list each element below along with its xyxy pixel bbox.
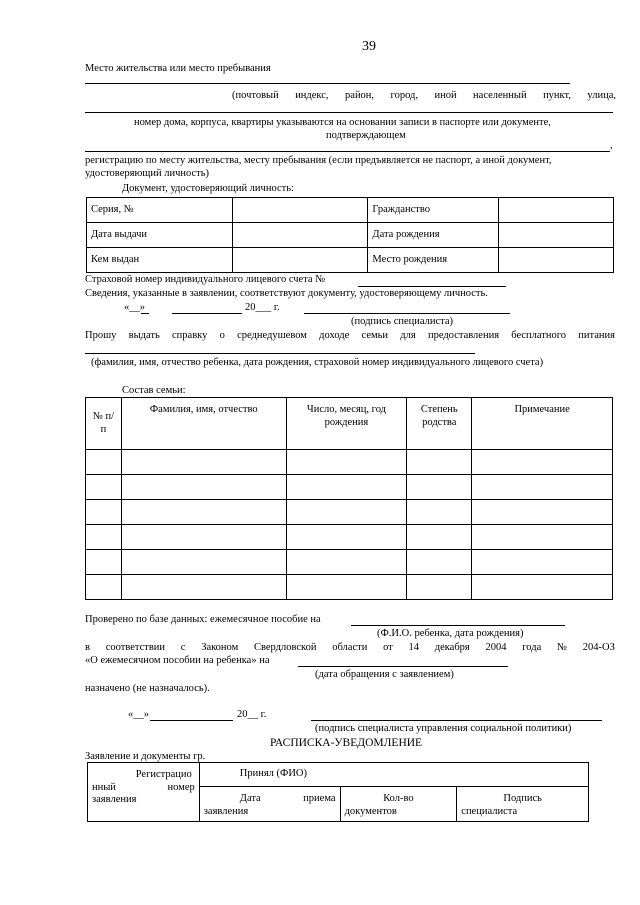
family-cell[interactable] <box>121 550 286 575</box>
family-header-cell: № п/п <box>86 398 122 450</box>
id-value-right[interactable] <box>499 248 614 273</box>
law-date-line[interactable] <box>298 666 508 667</box>
verification-hint: (Ф.И.О. ребенка, дата рождения) <box>377 628 524 639</box>
family-cell[interactable] <box>121 525 286 550</box>
id-label-left: Кем выдан <box>87 248 233 273</box>
date-open-2: «__» <box>128 709 149 720</box>
date-received-cell <box>199 787 340 822</box>
address-hint-word-8: улица, <box>587 90 616 101</box>
family-cell[interactable] <box>472 575 613 600</box>
residence-line-2 <box>85 112 613 113</box>
receipt-table <box>87 762 589 822</box>
date-month-line-1[interactable] <box>172 313 242 314</box>
request-word-7: семьи <box>361 330 389 341</box>
date-year-1: 20___ г. <box>245 302 280 313</box>
date-received-line2: заявления <box>203 805 249 817</box>
family-cell[interactable] <box>472 550 613 575</box>
family-cell[interactable] <box>472 450 613 475</box>
id-doc-title: Документ, удостоверяющий личность: <box>122 183 294 194</box>
id-match-text: Сведения, указанные в заявлении, соответствуют документу, удостоверяющему личность. <box>85 288 488 299</box>
id-label-right: Дата рождения <box>368 223 499 248</box>
receipt-docs-label: Заявление и документы гр. <box>85 751 206 762</box>
id-row <box>87 198 614 223</box>
doc-count-line2: документов <box>344 805 397 817</box>
request-line[interactable] <box>85 353 475 354</box>
family-cell[interactable] <box>86 500 122 525</box>
address-hint <box>232 90 616 103</box>
family-header-row <box>86 398 613 450</box>
family-row <box>86 500 613 525</box>
family-cell[interactable] <box>286 550 407 575</box>
registration-text-2: удостоверяющий личность) <box>85 168 210 179</box>
family-cell[interactable] <box>407 525 472 550</box>
family-header-cell: Примечание <box>472 398 613 450</box>
signature-line-1[interactable] <box>304 313 510 314</box>
request-word-4: о <box>219 330 225 341</box>
address-hint-word-3: район, <box>345 90 375 101</box>
law-title: «О ежемесячном пособии на ребенка» на <box>85 655 270 666</box>
request-word-2: выдать <box>128 330 160 341</box>
snils-label: Страховой номер индивидуального лицевого счета № <box>85 274 326 285</box>
specialist-sign-cell <box>457 787 589 822</box>
receipt-title: РАСПИСКА-УВЕДОМЛЕНИЕ <box>270 737 423 749</box>
family-cell[interactable] <box>407 550 472 575</box>
family-cell[interactable] <box>407 475 472 500</box>
request-word-11: питания <box>578 330 615 341</box>
family-cell[interactable] <box>286 450 407 475</box>
family-row <box>86 450 613 475</box>
family-cell[interactable] <box>472 475 613 500</box>
law-word-13: 204-ОЗ <box>582 642 615 653</box>
family-title: Состав семьи: <box>122 385 186 396</box>
residence-line-1 <box>85 83 570 84</box>
family-row <box>86 475 613 500</box>
family-cell[interactable] <box>86 550 122 575</box>
family-header-cell: Фамилия, имя, отчество <box>121 398 286 450</box>
date-year-2: 20__ г. <box>237 709 267 720</box>
law-word-8: 14 <box>408 642 419 653</box>
family-cell[interactable] <box>121 475 286 500</box>
law-word-12: № <box>556 642 567 653</box>
address-hint-word-7: пункт, <box>543 90 571 101</box>
signature-hint-2: (подпись специалиста управления социальной политики) <box>315 723 572 734</box>
date-word-2: приема <box>303 793 336 804</box>
family-cell[interactable] <box>286 575 407 600</box>
request-word-9: предоставления <box>427 330 500 341</box>
comma-mark: , <box>610 140 613 151</box>
family-header-cell: Степень родства <box>407 398 472 450</box>
family-cell[interactable] <box>286 500 407 525</box>
id-value-right[interactable] <box>499 223 614 248</box>
law-word-4: Законом <box>201 642 239 653</box>
family-cell[interactable] <box>407 450 472 475</box>
law-word-7: от <box>383 642 393 653</box>
date-word-1: Дата <box>239 793 261 804</box>
id-doc-table <box>86 197 614 273</box>
date-open-1: «__» <box>124 302 145 313</box>
law-word-5: Свердловской <box>253 642 317 653</box>
family-cell[interactable] <box>472 525 613 550</box>
id-row <box>87 248 614 273</box>
request-word-1: Прошу <box>85 330 117 341</box>
request-hint: (фамилия, имя, отчество ребенка, дата рождения, страховой номер индивидуального лицевого счета) <box>91 357 544 368</box>
law-word-6: области <box>332 642 368 653</box>
id-value-left[interactable] <box>232 248 368 273</box>
family-cell[interactable] <box>407 500 472 525</box>
address-hint-line2: номер дома, корпуса, квартиры указываются на основании записи в паспорте или документе, <box>134 117 551 128</box>
address-hint-word-6: населенный <box>473 90 527 101</box>
doc-count-cell <box>340 787 457 822</box>
address-hint-word-1: (почтовый <box>232 90 279 101</box>
id-label-left: Дата выдачи <box>87 223 233 248</box>
signature-hint-1: (подпись специалиста) <box>351 316 454 327</box>
family-cell[interactable] <box>407 575 472 600</box>
family-cell[interactable] <box>121 500 286 525</box>
family-row <box>86 550 613 575</box>
family-cell[interactable] <box>121 450 286 475</box>
date-received-line1 <box>204 793 336 806</box>
reg-word-1: нный <box>92 781 116 793</box>
reg-number-line2 <box>92 782 195 795</box>
id-label-left: Серия, № <box>87 198 233 223</box>
snils-line[interactable] <box>358 286 506 287</box>
law-word-1: в <box>85 642 90 653</box>
reg-number-line1: Регистрацио <box>135 769 192 780</box>
page-number: 39 <box>362 39 376 54</box>
id-value-left[interactable] <box>232 223 368 248</box>
accepted-by-cell: Принял (ФИО) <box>199 763 588 787</box>
id-row <box>87 223 614 248</box>
reg-number-cell <box>88 763 200 822</box>
id-label-right: Гражданство <box>368 198 499 223</box>
address-hint-word-2: индекс, <box>295 90 329 101</box>
family-row <box>86 525 613 550</box>
law-word-10: 2004 <box>485 642 507 653</box>
law-word-3: с <box>180 642 186 653</box>
law-word-9: декабря <box>434 642 470 653</box>
law-word-2: соответствии <box>105 642 166 653</box>
id-label-right: Место рождения <box>368 248 499 273</box>
request-text <box>85 330 615 343</box>
request-word-6: доходе <box>319 330 350 341</box>
family-cell[interactable] <box>286 525 407 550</box>
residence-line-3 <box>85 151 610 152</box>
family-cell[interactable] <box>86 575 122 600</box>
request-word-8: для <box>400 330 416 341</box>
signature-line-2[interactable] <box>311 720 602 721</box>
assigned-text: назначено (не назначалось). <box>85 683 210 694</box>
family-cell[interactable] <box>121 575 286 600</box>
family-cell[interactable] <box>472 500 613 525</box>
id-value-left[interactable] <box>232 198 368 223</box>
law-reference <box>85 642 615 655</box>
date-day-line-1 <box>141 313 149 314</box>
request-word-3: справку <box>172 330 208 341</box>
id-value-right[interactable] <box>499 198 614 223</box>
request-word-5: среднедушевом <box>237 330 307 341</box>
registration-text: регистрацию по месту жительства, месту пребывания (если предъявляется не паспорт, а иной документ, <box>85 155 552 166</box>
doc-count-line1: Кол-во <box>383 793 414 804</box>
request-word-10: бесплатного <box>511 330 567 341</box>
reg-word-2: номер <box>167 781 195 793</box>
date-month-line-2[interactable] <box>150 720 233 721</box>
family-cell[interactable] <box>286 475 407 500</box>
family-cell[interactable] <box>86 475 122 500</box>
family-table <box>85 397 613 600</box>
residence-label: Место жительства или место пребывания <box>85 63 271 74</box>
law-date-hint: (дата обращения с заявлением) <box>315 669 454 680</box>
verification-fill-line[interactable] <box>351 625 565 626</box>
family-row <box>86 575 613 600</box>
family-header-cell: Число, месяц, год рождения <box>286 398 407 450</box>
law-word-11: года <box>522 642 542 653</box>
sign-line1: Подпись <box>503 793 542 804</box>
reg-number-line3: заявления <box>92 794 137 806</box>
verification-line: Проверено по базе данных: ежемесячное пособие на <box>85 614 321 625</box>
address-hint-line3: подтверждающем <box>326 130 406 141</box>
address-hint-word-4: город, <box>390 90 418 101</box>
family-cell[interactable] <box>86 525 122 550</box>
sign-line2: специалиста <box>461 805 518 817</box>
family-cell[interactable] <box>86 450 122 475</box>
address-hint-word-5: иной <box>434 90 457 101</box>
